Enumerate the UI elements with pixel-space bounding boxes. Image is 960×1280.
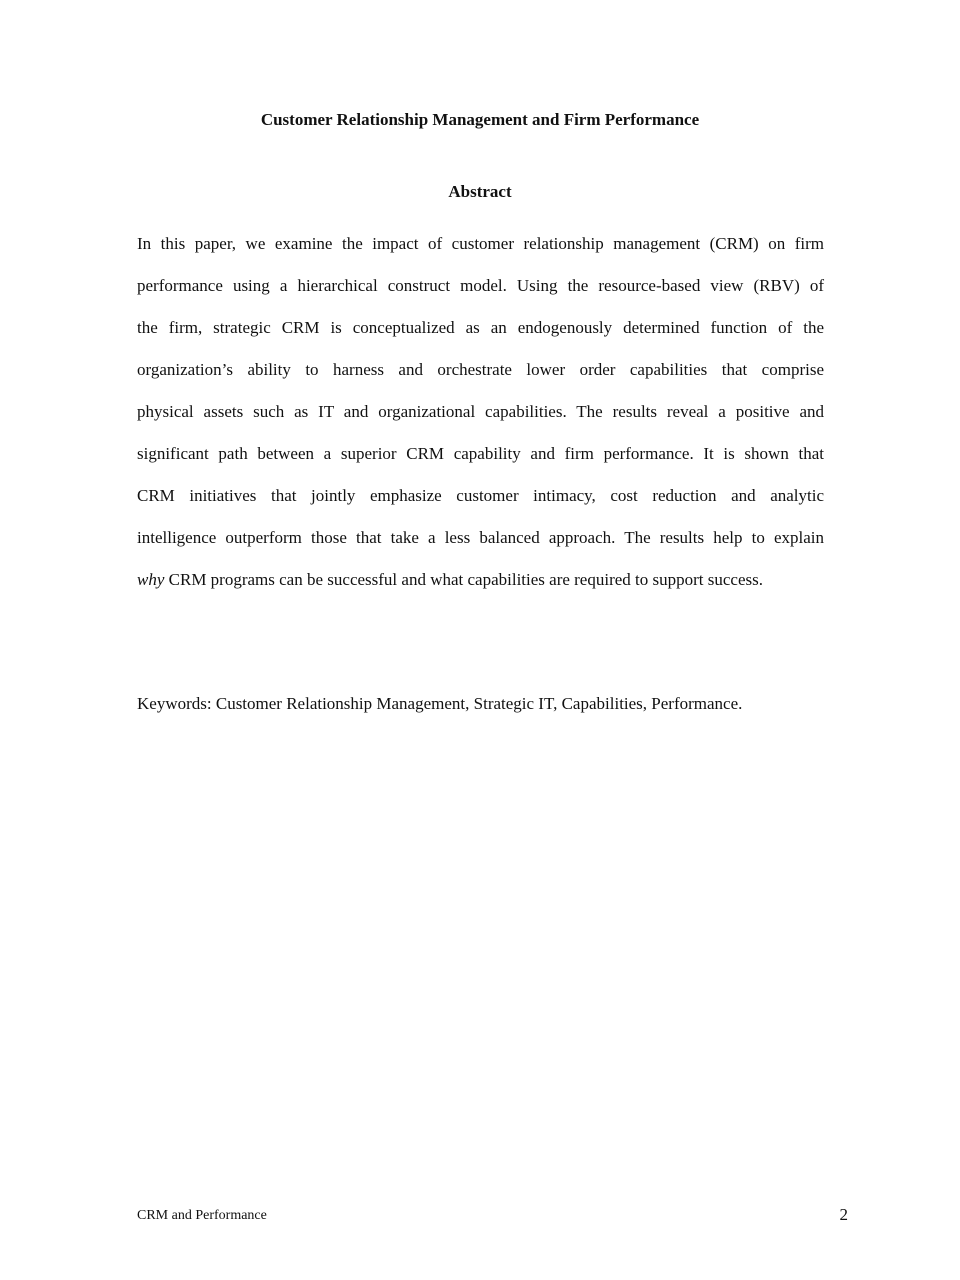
- running-head: CRM and Performance: [137, 1208, 267, 1223]
- abstract-heading: Abstract: [448, 182, 512, 201]
- abstract-line: intelligence outperform those that take a less balanced approach. The results help to explain: [137, 528, 824, 547]
- abstract-line: performance using a hierarchical construct model. Using the resource-based view (RBV) of: [137, 276, 824, 295]
- emphasis-why: why: [137, 570, 165, 589]
- paper-title: Customer Relationship Management and Firm Performance: [260, 110, 700, 129]
- abstract-line: CRM initiatives that jointly emphasize customer intimacy, cost reduction and analytic: [137, 486, 824, 505]
- page-number: 2: [839, 1205, 848, 1224]
- keywords: Keywords: Customer Relationship Management, Strategic IT, Capabilities, Performance.: [137, 694, 743, 713]
- abstract-line: In this paper, we examine the impact of customer relationship management (CRM) on firm: [137, 234, 824, 253]
- abstract-last-line-text: CRM programs can be successful and what capabilities are required to support success.: [164, 570, 763, 589]
- abstract-line: significant path between a superior CRM capability and firm performance. It is shown that: [137, 444, 824, 463]
- abstract-line: the firm, strategic CRM is conceptualized as an endogenously determined function of the: [137, 318, 824, 337]
- abstract-line: organization’s ability to harness and orchestrate lower order capabilities that comprise: [137, 360, 824, 379]
- abstract-body: [137, 223, 824, 601]
- abstract-line: physical assets such as IT and organizational capabilities. The results reveal a positive and: [137, 402, 824, 421]
- abstract-last-line: [137, 559, 824, 601]
